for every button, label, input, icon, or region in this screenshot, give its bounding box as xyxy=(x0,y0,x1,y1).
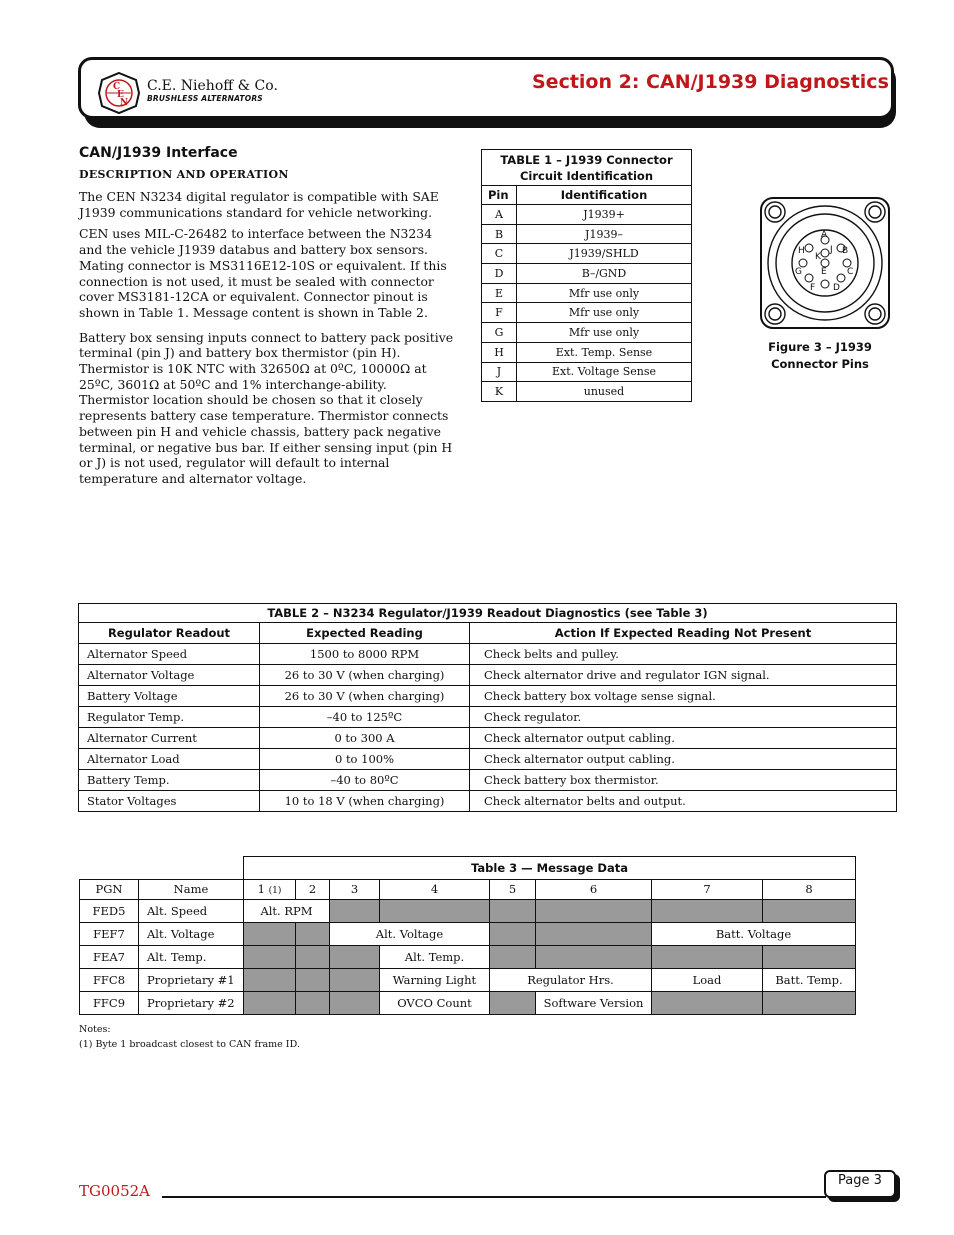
table1-header-row xyxy=(482,186,691,205)
unused-cell xyxy=(652,945,763,968)
name-cell: Proprietary #2 xyxy=(139,991,244,1014)
table2-col-expected: Expected Reading xyxy=(260,623,470,644)
pin-cell: C xyxy=(482,244,517,264)
table-row xyxy=(482,283,691,303)
unused-cell xyxy=(490,945,536,968)
table1-caption-line2: Circuit Identification xyxy=(519,169,654,183)
table-row xyxy=(482,244,691,264)
unused-cell xyxy=(763,991,856,1014)
table-row xyxy=(482,264,691,284)
pin-label: G xyxy=(795,267,802,277)
intro-paragraph: Battery box sensing inputs connect to battery pack positive terminal (pin J) and battery box thermistor (pin H). Thermistor is 10K NTC with 32650Ω at 0ºC, 10000Ω at 25ºC, 3601Ω at 50ºC and 1% interchange-ability. Thermistor location should be chosen so that it closely represents battery case temperature. Thermistor connects between pin H and vehicle chassis, battery pack negative terminal, or negative bus bar. If either sensing input (pin H or J) is not used, regulator will default to internal temperature and alternator voltage. xyxy=(79,329,454,486)
data-cell: Batt. Temp. xyxy=(763,968,856,991)
logo-letter-c: C xyxy=(113,82,121,92)
logo-letters xyxy=(106,76,132,110)
readout-cell: Battery Temp. xyxy=(79,770,260,791)
readout-cell: Stator Voltages xyxy=(79,791,260,812)
table-row xyxy=(79,728,897,749)
interface-heading: CAN/J1939 Interface xyxy=(79,145,238,161)
name-cell: Alt. Voltage xyxy=(139,922,244,945)
unused-cell xyxy=(244,922,296,945)
identification-cell: Mfr use only xyxy=(517,323,692,343)
table-row xyxy=(80,968,856,991)
unused-cell xyxy=(296,991,330,1014)
expected-cell: 26 to 30 V (when charging) xyxy=(260,686,470,707)
table-row xyxy=(79,749,897,770)
table-row xyxy=(482,323,691,343)
intro-body xyxy=(79,189,459,493)
expected-cell: –40 to 80ºC xyxy=(260,770,470,791)
table-row xyxy=(482,224,691,244)
expected-cell: 0 to 300 A xyxy=(260,728,470,749)
unused-cell xyxy=(296,945,330,968)
pin-label: C xyxy=(847,267,854,277)
readout-cell: Battery Voltage xyxy=(79,686,260,707)
pin-cell: J xyxy=(482,362,517,382)
action-cell: Check alternator output cabling. xyxy=(470,749,897,770)
pgn-cell: FEA7 xyxy=(80,945,139,968)
unused-cell xyxy=(652,991,763,1014)
pin-label: E xyxy=(821,267,827,277)
action-cell: Check alternator belts and output. xyxy=(470,791,897,812)
pin-label: J xyxy=(830,245,833,255)
action-cell: Check battery box voltage sense signal. xyxy=(470,686,897,707)
name-cell: Alt. Temp. xyxy=(139,945,244,968)
table-row xyxy=(80,945,856,968)
table2-col-action: Action If Expected Reading Not Present xyxy=(470,623,897,644)
pin-label: H xyxy=(798,246,805,256)
byte1-note: (1) xyxy=(268,886,282,896)
name-cell: Alt. Speed xyxy=(139,899,244,922)
table-row xyxy=(482,205,691,225)
expected-cell: 0 to 100% xyxy=(260,749,470,770)
action-cell: Check alternator drive and regulator IGN signal. xyxy=(470,665,897,686)
table-row xyxy=(79,791,897,812)
table-row xyxy=(79,644,897,665)
table3-col-byte: 3 xyxy=(330,879,380,899)
readout-cell: Alternator Voltage xyxy=(79,665,260,686)
identification-cell: B–/GND xyxy=(517,264,692,284)
table1-caption-line1: TABLE 1 – J1939 Connector xyxy=(500,153,673,167)
pin-cell: F xyxy=(482,303,517,323)
pin-label: A xyxy=(821,230,828,240)
logo-letter-n: N xyxy=(120,98,129,108)
table3-col-byte: 5 xyxy=(490,879,536,899)
notes-label: Notes: xyxy=(79,1024,111,1035)
table3-blank xyxy=(80,857,244,880)
intro-paragraph: CEN uses MIL-C-26482 to interface between the N3234 and the vehicle J1939 databus and battery box sensors. Mating connector is MS3116E12-10S or equivalent. If this connection is not used, it must be sealed with connector cover MS3181-12CA or equivalent. Connector pinout is shown in Table 1. Message content is shown in Table 2. xyxy=(79,226,447,320)
action-cell: Check battery box thermistor. xyxy=(470,770,897,791)
figure3-caption-line1: Figure 3 – J1939 xyxy=(768,340,872,354)
table-row xyxy=(482,362,691,382)
table3-col-byte: 7 xyxy=(652,879,763,899)
action-cell: Check regulator. xyxy=(470,707,897,728)
table-row xyxy=(79,707,897,728)
pgn-cell: FED5 xyxy=(80,899,139,922)
readout-cell: Alternator Load xyxy=(79,749,260,770)
unused-cell xyxy=(244,991,296,1014)
table1-connector-pins xyxy=(481,149,692,402)
expected-cell: 26 to 30 V (when charging) xyxy=(260,665,470,686)
table-row xyxy=(79,686,897,707)
identification-cell: J1939+ xyxy=(517,205,692,225)
table-row xyxy=(482,342,691,362)
unused-cell xyxy=(652,899,763,922)
table-row xyxy=(80,991,856,1014)
data-cell: OVCO Count xyxy=(380,991,490,1014)
table2-diagnostics xyxy=(78,603,897,812)
identification-cell: Mfr use only xyxy=(517,303,692,323)
company-tagline: BRUSHLESS ALTERNATORS xyxy=(147,94,263,103)
table3-col-name: Name xyxy=(139,879,244,899)
unused-cell xyxy=(490,922,536,945)
table-row xyxy=(80,899,856,922)
data-cell: Alt. Voltage xyxy=(330,922,490,945)
table2-col-readout: Regulator Readout xyxy=(79,623,260,644)
pin-label: K xyxy=(815,252,821,262)
expected-cell: 10 to 18 V (when charging) xyxy=(260,791,470,812)
pin-cell: D xyxy=(482,264,517,284)
unused-cell xyxy=(296,968,330,991)
data-cell: Alt. RPM xyxy=(244,899,330,922)
table-row xyxy=(482,303,691,323)
figure3-caption-line2: Connector Pins xyxy=(771,357,869,371)
table3-message-data xyxy=(79,856,856,1015)
unused-cell xyxy=(536,899,652,922)
identification-cell: Ext. Voltage Sense xyxy=(517,362,692,382)
pin-cell: B xyxy=(482,224,517,244)
data-cell: Software Version xyxy=(536,991,652,1014)
company-name: C.E. Niehoff & Co. xyxy=(147,78,278,94)
unused-cell xyxy=(536,945,652,968)
section-title: Section 2: CAN/J1939 Diagnostics xyxy=(532,71,889,93)
table3-col-byte: 2 xyxy=(296,879,330,899)
footer-rule xyxy=(162,1196,826,1198)
notes xyxy=(79,1022,300,1052)
table-row xyxy=(482,382,691,401)
expected-cell: 1500 to 8000 RPM xyxy=(260,644,470,665)
unused-cell xyxy=(763,899,856,922)
pin-label: D xyxy=(833,283,840,293)
data-cell: Batt. Voltage xyxy=(652,922,856,945)
unused-cell xyxy=(244,968,296,991)
table2-caption: TABLE 2 – N3234 Regulator/J1939 Readout Diagnostics (see Table 3) xyxy=(79,604,897,623)
table-row xyxy=(80,922,856,945)
pgn-cell: FFC9 xyxy=(80,991,139,1014)
table3-header-row xyxy=(80,879,856,899)
table3-col-byte: 6 xyxy=(536,879,652,899)
intro-paragraph: The CEN N3234 digital regulator is compatible with SAE J1939 communications standard for vehicle networking. xyxy=(79,189,439,220)
identification-cell: J1939– xyxy=(517,224,692,244)
unused-cell xyxy=(763,945,856,968)
note-1: (1) Byte 1 broadcast closest to CAN frame ID. xyxy=(79,1039,300,1050)
table3-caption: Table 3 — Message Data xyxy=(244,857,856,880)
unused-cell xyxy=(536,922,652,945)
unused-cell xyxy=(244,945,296,968)
table1-col-identification: Identification xyxy=(517,186,692,205)
table3-col-byte: 4 xyxy=(380,879,490,899)
identification-cell: J1939/SHLD xyxy=(517,244,692,264)
byte1-label: 1 xyxy=(257,882,265,896)
unused-cell xyxy=(380,899,490,922)
data-cell: Alt. Temp. xyxy=(380,945,490,968)
action-cell: Check belts and pulley. xyxy=(470,644,897,665)
unused-cell xyxy=(330,991,380,1014)
identification-cell: Mfr use only xyxy=(517,283,692,303)
document-id: TG0052A xyxy=(79,1182,150,1200)
page-number: Page 3 xyxy=(838,1173,882,1188)
table-row xyxy=(79,665,897,686)
identification-cell: Ext. Temp. Sense xyxy=(517,342,692,362)
table2-header-row xyxy=(79,623,897,644)
pgn-cell: FFC8 xyxy=(80,968,139,991)
table1-col-pin: Pin xyxy=(482,186,517,205)
logo-letter-e: E xyxy=(117,90,124,100)
unused-cell xyxy=(490,991,536,1014)
data-cell: Load xyxy=(652,968,763,991)
action-cell: Check alternator output cabling. xyxy=(470,728,897,749)
description-subheading: DESCRIPTION AND OPERATION xyxy=(79,168,289,181)
readout-cell: Alternator Speed xyxy=(79,644,260,665)
pin-cell: A xyxy=(482,205,517,225)
unused-cell xyxy=(330,945,380,968)
data-cell: Warning Light xyxy=(380,968,490,991)
pin-cell: K xyxy=(482,382,517,401)
pin-cell: E xyxy=(482,283,517,303)
unused-cell xyxy=(330,968,380,991)
unused-cell xyxy=(330,899,380,922)
readout-cell: Alternator Current xyxy=(79,728,260,749)
pin-cell: G xyxy=(482,323,517,343)
figure3-caption xyxy=(752,339,888,373)
unused-cell xyxy=(296,922,330,945)
table-row xyxy=(79,770,897,791)
identification-cell: unused xyxy=(517,382,692,401)
unused-cell xyxy=(490,899,536,922)
table1-caption xyxy=(482,150,691,185)
data-cell: Regulator Hrs. xyxy=(490,968,652,991)
pin-label: F xyxy=(810,283,816,293)
connector-diagram xyxy=(758,195,892,331)
table3-col-byte: 8 xyxy=(763,879,856,899)
expected-cell: –40 to 125ºC xyxy=(260,707,470,728)
pgn-cell: FEF7 xyxy=(80,922,139,945)
table3-col-pgn: PGN xyxy=(80,879,139,899)
pin-cell: H xyxy=(482,342,517,362)
pin-label: B xyxy=(842,246,849,256)
name-cell: Proprietary #1 xyxy=(139,968,244,991)
table3-col-byte1 xyxy=(244,879,296,899)
readout-cell: Regulator Temp. xyxy=(79,707,260,728)
